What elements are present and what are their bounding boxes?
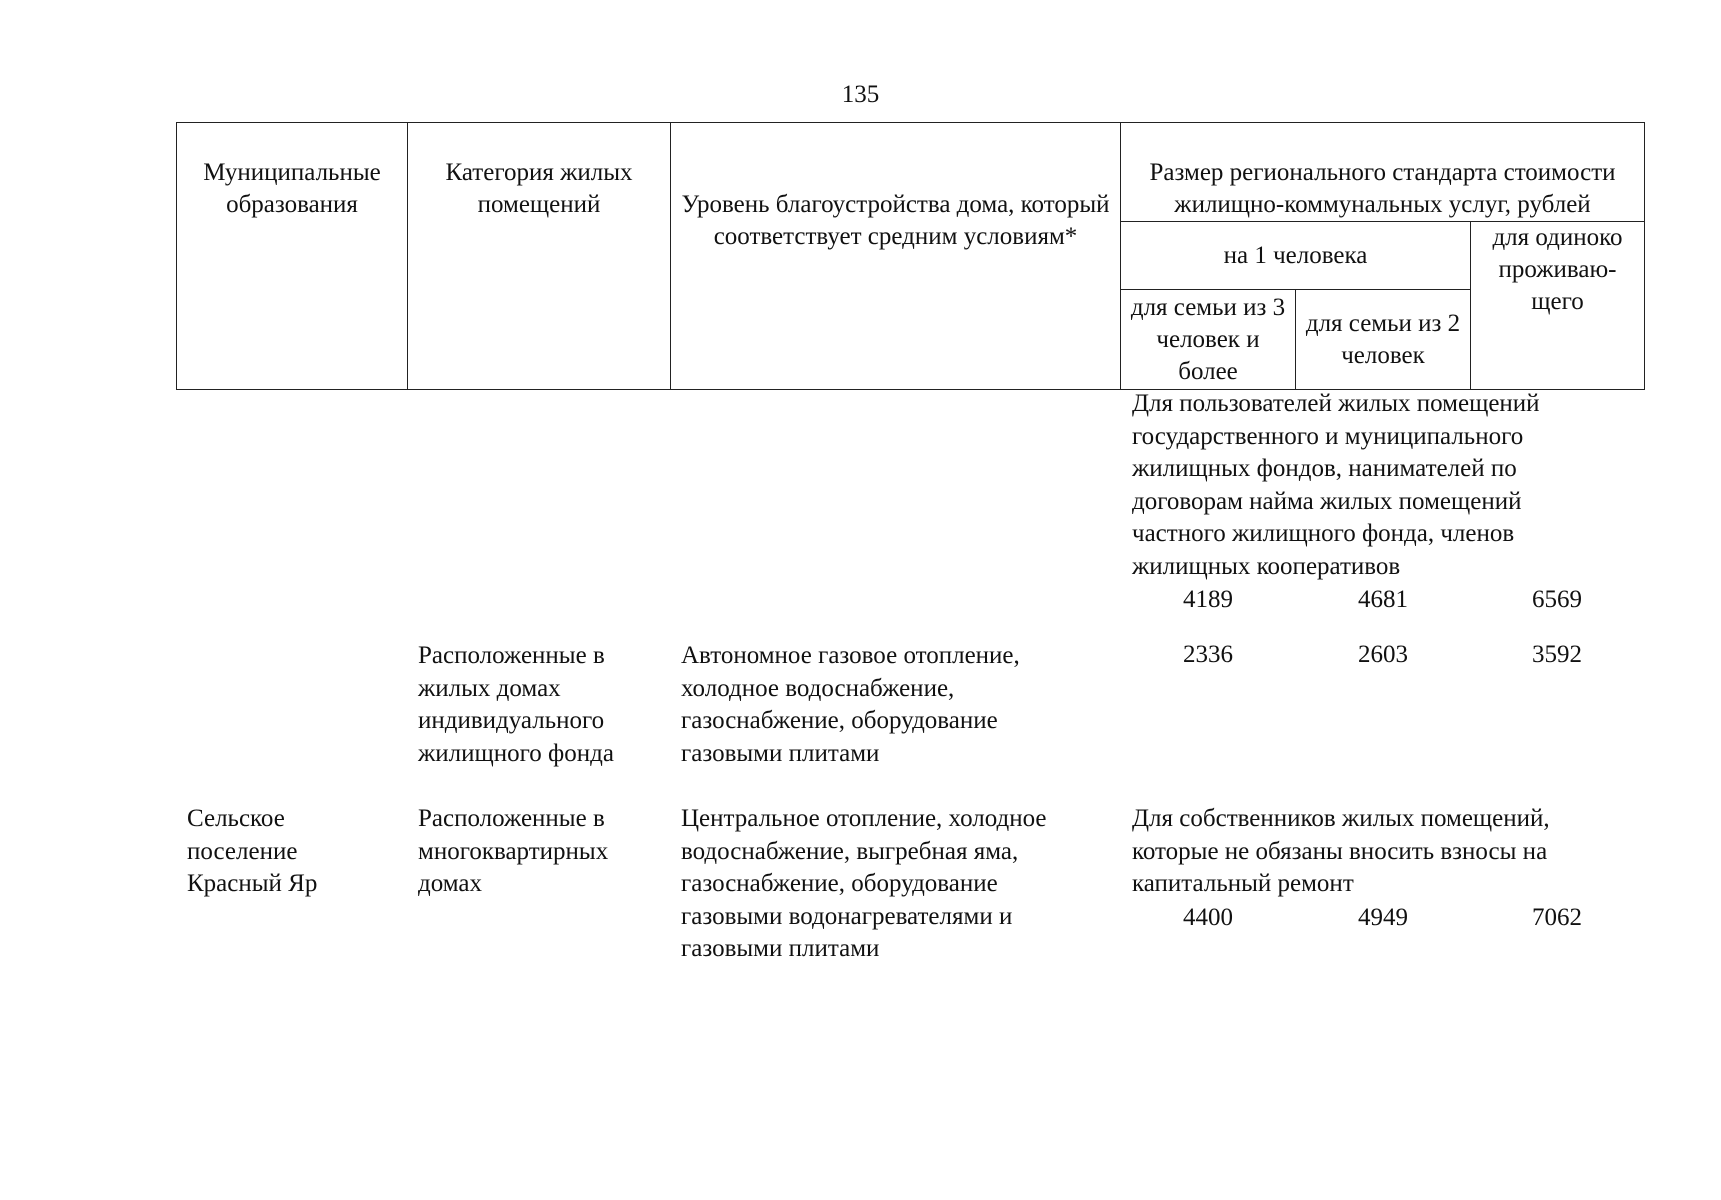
row3-municipality: Сельское поселение Красный Яр: [187, 805, 318, 897]
row2-value-family3: 2336: [1183, 641, 1233, 668]
row3-value-family3: 4400: [1183, 904, 1233, 931]
header-standard-text: Размер регионального стандарта стоимости жилищно-коммунальных услуг, рублей: [1149, 159, 1616, 218]
header-municipal: [177, 123, 408, 390]
row3-category: Расположенные в многоквартирных домах: [418, 805, 609, 897]
row2-value-family2: 2603: [1358, 641, 1408, 668]
header-category-text: Категория жилых помещений: [445, 159, 633, 218]
row2-value-single: 3592: [1532, 641, 1582, 668]
row3-note: Для собственников жилых помещений, которые не обязаны вносить взносы на капитальный ремонт: [1132, 805, 1550, 897]
header-single: [1471, 222, 1645, 390]
header-per-person-text: на 1 человека: [1223, 241, 1368, 269]
header-standard: [1121, 123, 1645, 222]
header-level-text: Уровень благоустройства дома, который соответствует средним условиям*: [681, 191, 1110, 250]
table-header: [176, 122, 1645, 390]
row1-note: Для пользователей жилых помещений государственного и муниципального жилищных фондов, нанимателей по договорам найма жилых помещений частного жилищного фонда, членов жилищных кооперативов: [1132, 390, 1540, 580]
row3-level: Центральное отопление, холодное водоснабжение, выгребная яма, газоснабжение, оборудование газовыми водонагревателями и газовыми плитами: [681, 805, 1047, 962]
header-per-person: [1121, 222, 1471, 290]
header-category: [408, 123, 671, 390]
header-family3-text: для семьи из 3 человек и более: [1130, 293, 1286, 385]
row2-category: Расположенные в жилых домах индивидуального жилищного фонда: [418, 642, 614, 767]
page-number: 135: [841, 81, 880, 108]
row1-value-family3: 4189: [1183, 586, 1233, 613]
row3-value-family2: 4949: [1358, 904, 1408, 931]
header-family2: [1296, 290, 1471, 390]
header-family2-text: для семьи из 2 человек: [1305, 309, 1461, 369]
header-municipal-text: Муниципальные образования: [203, 159, 381, 218]
header-single-text: для одиноко проживаю-щего: [1492, 224, 1623, 315]
row3-value-single: 7062: [1532, 904, 1582, 931]
row1-value-family2: 4681: [1358, 586, 1408, 613]
header-level: [671, 123, 1121, 390]
row1-value-single: 6569: [1532, 586, 1582, 613]
row2-level: Автономное газовое отопление, холодное водоснабжение, газоснабжение, оборудование газовыми плитами: [681, 642, 1020, 767]
header-family3: [1121, 290, 1296, 390]
